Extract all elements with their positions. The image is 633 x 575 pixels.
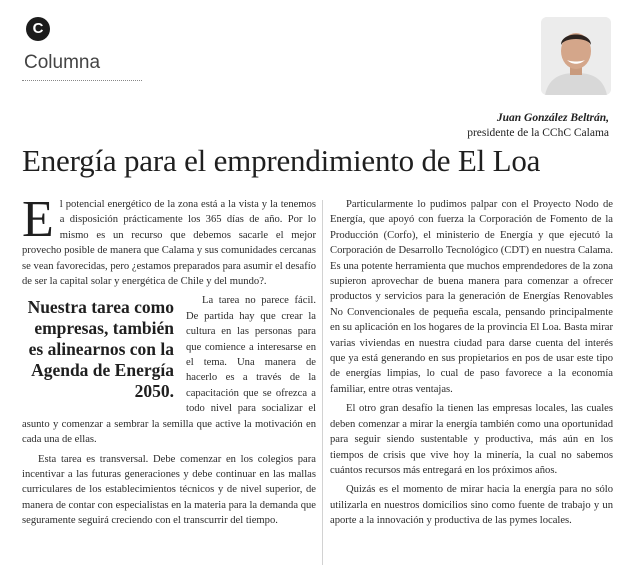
drop-cap: E: [22, 191, 54, 248]
paragraph: Quizás es el momento de mirar hacia la energía para no sólo utilizarla en nuestros domicilios sino como fuente de trabajo y un aporte a la innovación y productiva de las pymes locales.: [330, 484, 613, 527]
author-role: presidente de la CChC Calama: [467, 127, 609, 139]
section-badge: C: [26, 17, 50, 41]
paragraph: Particularmente lo pudimos palpar con el Proyecto Nodo de Energía, que apoyó con fuerza la Corporación de Fomento de la Producción (Corfo), el ministerio de Energía y que ejecutó la Corporación de Desarrollo Tecnológico (CDT) en nuestra Calama. Es una potente herramienta que muchos emprendedores de la zona supieron aprovechar de buena manera para comenzar a ofrecer productos y servicios para la generación de Energías Renovables No Convencionales de pequeña escala, pensando principalmente en su aplicación en los hogares de la provincia El Loa. Basta mirar varias viviendas en nuestra ciudad para darse cuenta del interés que ya está generando en sus propietarios en pos de usar este tipo de energías limpias, lo cual de paso favorece a la economía familiar, entre otras ventajas.: [330, 199, 613, 395]
pull-quote: Nuestra tarea como empresas, también es alinearnos con la Agenda de Energía 2050.: [27, 297, 174, 402]
headline: Energía para el emprendimiento de El Loa: [22, 143, 541, 178]
paragraph: [22, 191, 316, 289]
paragraph: Esta tarea es transversal. Debe comenzar en los colegios para incentivar a las futuras generaciones y debe continuar en las mallas curriculares de los establecimientos técnicos y de nivel superior, de manera de contar con especialistas en la materia para la demanda que seguramente seguirá creciendo con el transcurrir del tiempo.: [22, 453, 316, 527]
author-portrait-icon: [541, 17, 611, 95]
article-column-left: [22, 191, 316, 533]
author-name: Juan González Beltrán,: [496, 112, 609, 124]
paragraph-text: l potencial energético de la zona está a la vista y la tenemos a disposición prácticamente los 365 días de año. Por lo mismo es un recurso que debemos sacarle el mejor provecho posible de manera que Calama y sus comunidades cercanas se vean favorecidas, pero ¿estamos preparados para asumir el desafío de ser la capital solar y energética de Chile y del mundo?.: [22, 199, 316, 288]
section-divider: [22, 80, 142, 81]
author-photo: [541, 17, 611, 95]
byline: [467, 111, 609, 141]
section-label: Columna: [24, 52, 101, 73]
article-column-right: [330, 197, 613, 533]
paragraph: La tarea no parece fácil. De partida hay que crear la cultura en las personas para que comience a interesarse en el tema. Una manera de hacerlo es a través de la capacitación que se ofrezca a todo nivel para socializar el asunto y comenzar a sembrar la semilla que active la motivación en cada una de ellas.: [22, 295, 316, 446]
paragraph: El otro gran desafío la tienen las empresas locales, las cuales deben comenzar a mirar la energía también como una oportunidad para seguir siendo sustentable y productiva, más aún en los tiempos de crisis que vive hoy la minería, la cual no sabemos cuántos recursos más entregará en los próximos años.: [330, 403, 613, 476]
column-divider: [322, 200, 323, 565]
